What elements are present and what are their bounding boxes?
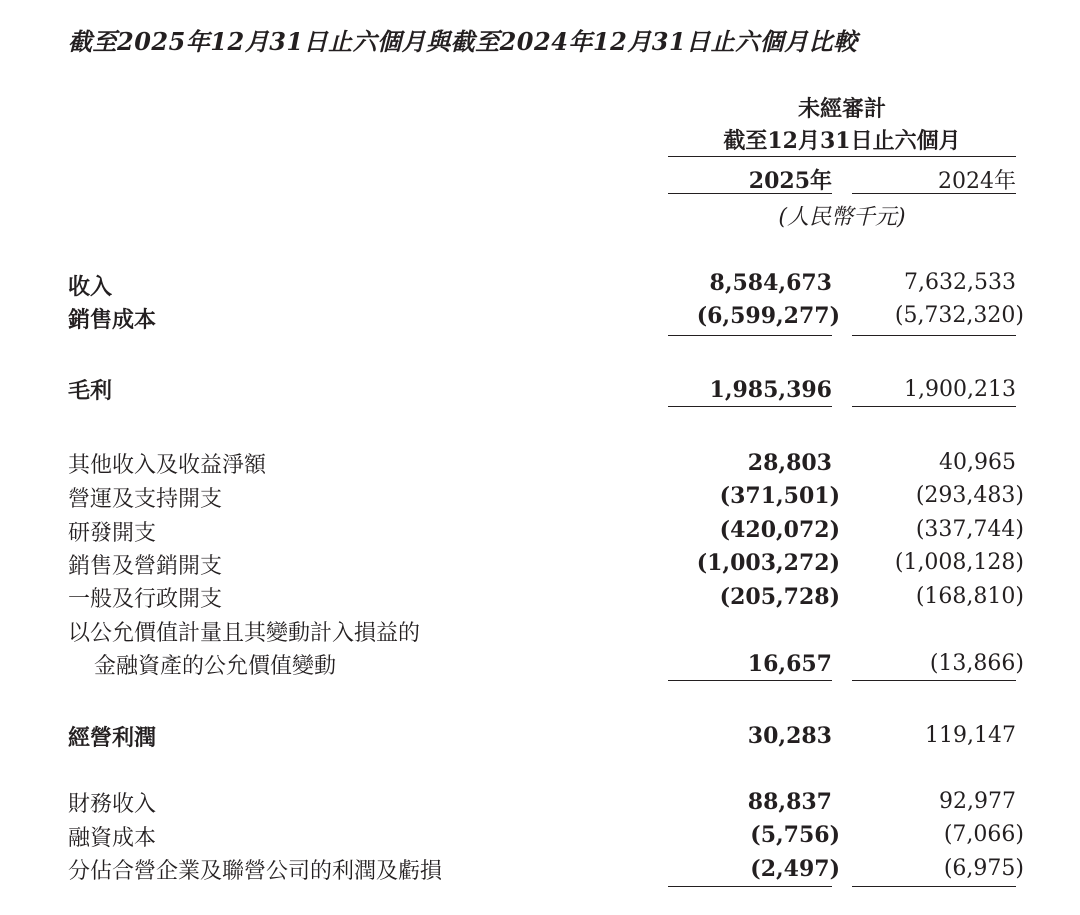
value-2024-finance-costs: (7,066) xyxy=(943,822,1024,847)
bottom-rule-2024 xyxy=(852,886,1016,887)
value-2025-selling-marketing: (1,003,272) xyxy=(696,550,840,576)
row-label-operating-profit: 經營利潤 xyxy=(68,725,157,751)
value-2024-selling-marketing: (1,008,128) xyxy=(894,550,1024,575)
value-2024-general-admin: (168,810) xyxy=(915,584,1024,609)
row-label-fair-value-change-cont: 金融資產的公允價值變動 xyxy=(94,654,337,679)
value-2025-operations-support: (371,501) xyxy=(719,483,840,509)
row-label-finance-costs: 融資成本 xyxy=(68,826,157,851)
subtotal-rule-2024 xyxy=(852,335,1016,336)
year-2025-header: 2025年 xyxy=(748,168,832,194)
value-2025-general-admin: (205,728) xyxy=(719,584,840,610)
row-label-general-admin: 一般及行政開支 xyxy=(68,587,223,612)
value-2025-operating-profit: 30,283 xyxy=(747,723,832,749)
value-2025-cost-of-sales: (6,599,277) xyxy=(696,303,840,329)
value-2024-revenue: 7,632,533 xyxy=(904,270,1016,295)
subtotal-rule-2025 xyxy=(668,335,832,336)
value-2024-operating-profit: 119,147 xyxy=(925,723,1016,748)
row-label-revenue: 收入 xyxy=(68,274,113,300)
value-2025-share-of-jv-associates: (2,497) xyxy=(750,856,840,882)
value-2025-fair-value-change: 16,657 xyxy=(747,651,832,677)
value-2024-finance-income: 92,977 xyxy=(939,789,1016,814)
value-2025-other-income: 28,803 xyxy=(747,450,832,476)
currency-unit: (人民幣千元) xyxy=(778,205,906,230)
operating-subtotal-rule-2025 xyxy=(668,680,832,681)
year-2024-header: 2024年 xyxy=(938,169,1016,194)
header-rule xyxy=(668,156,1016,157)
row-label-operations-support: 營運及支持開支 xyxy=(68,487,223,512)
row-label-share-of-jv-associates: 分佔合營企業及聯營公司的利潤及虧損 xyxy=(68,859,443,884)
value-2024-gross-profit: 1,900,213 xyxy=(904,377,1016,402)
period-header: 截至12月31日止六個月 xyxy=(723,128,961,154)
row-label-finance-income: 財務收入 xyxy=(68,792,157,817)
year-2025-rule xyxy=(668,193,832,194)
value-2025-finance-income: 88,837 xyxy=(747,789,832,815)
year-2024-rule xyxy=(852,193,1016,194)
row-label-other-income: 其他收入及收益淨額 xyxy=(68,453,267,478)
row-label-rnd: 研發開支 xyxy=(68,521,157,546)
value-2025-revenue: 8,584,673 xyxy=(709,270,832,296)
gross-profit-rule-2025 xyxy=(668,406,832,407)
value-2024-rnd: (337,744) xyxy=(915,517,1024,542)
row-label-gross-profit: 毛利 xyxy=(68,378,113,404)
value-2024-cost-of-sales: (5,732,320) xyxy=(894,303,1024,328)
operating-subtotal-rule-2024 xyxy=(852,680,1016,681)
value-2024-fair-value-change: (13,866) xyxy=(929,651,1024,676)
value-2024-share-of-jv-associates: (6,975) xyxy=(943,856,1024,881)
value-2024-other-income: 40,965 xyxy=(939,450,1016,475)
row-label-selling-marketing: 銷售及營銷開支 xyxy=(68,554,223,579)
value-2025-finance-costs: (5,756) xyxy=(750,822,840,848)
row-label-cost-of-sales: 銷售成本 xyxy=(68,307,157,333)
unaudited-header: 未經審計 xyxy=(797,96,886,122)
value-2025-gross-profit: 1,985,396 xyxy=(709,377,832,403)
row-label-fair-value-change: 以公允價值計量且其變動計入損益的 xyxy=(68,621,421,646)
bottom-rule-2025 xyxy=(668,886,832,887)
value-2025-rnd: (420,072) xyxy=(719,517,840,543)
gross-profit-rule-2024 xyxy=(852,406,1016,407)
page-title: 截至2025年12月31日止六個月與截至2024年12月31日止六個月比較 xyxy=(68,27,858,56)
value-2024-operations-support: (293,483) xyxy=(915,483,1024,508)
